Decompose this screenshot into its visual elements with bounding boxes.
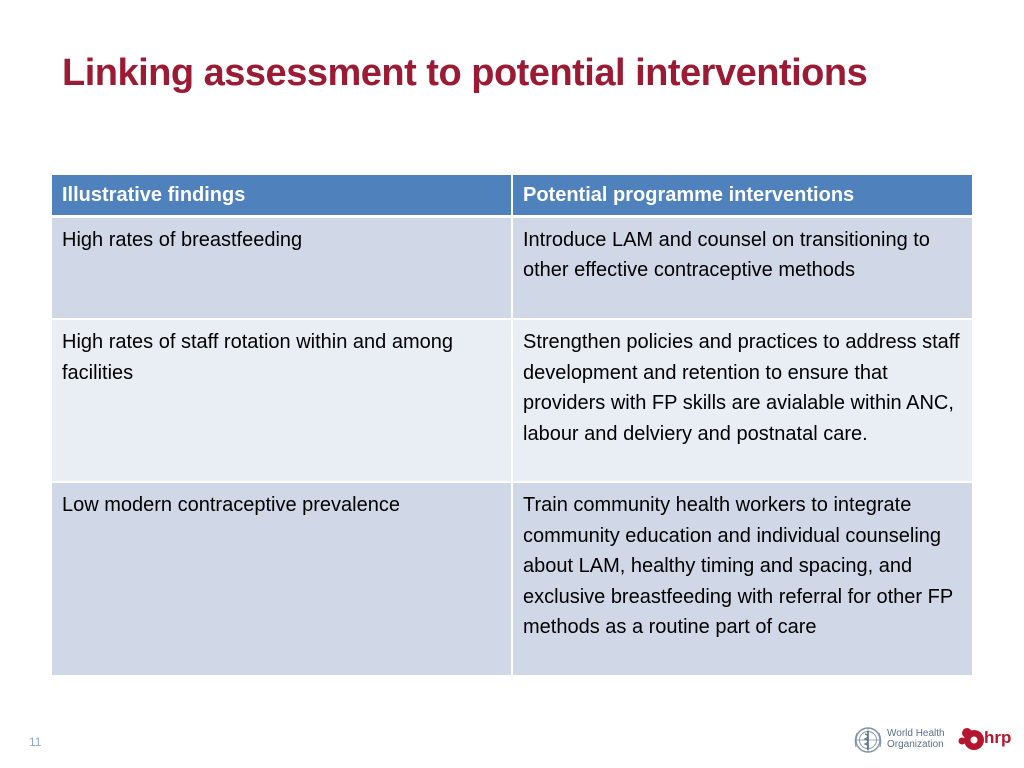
- who-wordmark: [887, 728, 945, 750]
- who-wordmark-line1: World Health: [887, 728, 945, 739]
- finding-cell: High rates of staff rotation within and among facilities: [52, 319, 512, 482]
- who-wordmark-line2: Organization: [887, 739, 944, 750]
- column-header-interventions: Potential programme interventions: [512, 175, 972, 216]
- slide-title: Linking assessment to potential interventions: [62, 52, 868, 94]
- intervention-cell: Strengthen policies and practices to address staff development and retention to ensure that providers with FP skills are avialable within ANC, labour and delviery and postnatal care.: [512, 319, 972, 482]
- who-emblem-icon: [853, 725, 885, 755]
- hrp-mark-icon: [958, 724, 986, 754]
- finding-cell: Low modern contraceptive prevalence: [52, 482, 512, 676]
- hrp-wordmark: hrp: [984, 728, 1012, 747]
- who-logo: [853, 725, 949, 755]
- finding-cell: High rates of breastfeeding: [52, 216, 512, 319]
- findings-table: [52, 175, 972, 677]
- intervention-cell: Train community health workers to integrate community education and individual counseling about LAM, healthy timing and spacing, and exclusive breastfeeding with referral for other FP methods as a routine part of care: [512, 482, 972, 676]
- table-row: [52, 319, 972, 482]
- table-header-row: [52, 175, 972, 216]
- page-number: 11: [29, 735, 42, 749]
- table-row: [52, 482, 972, 676]
- column-header-findings: Illustrative findings: [52, 175, 512, 216]
- hrp-logo: [958, 722, 1014, 756]
- intervention-cell: Introduce LAM and counsel on transitioning to other effective contraceptive methods: [512, 216, 972, 319]
- table-row: [52, 216, 972, 319]
